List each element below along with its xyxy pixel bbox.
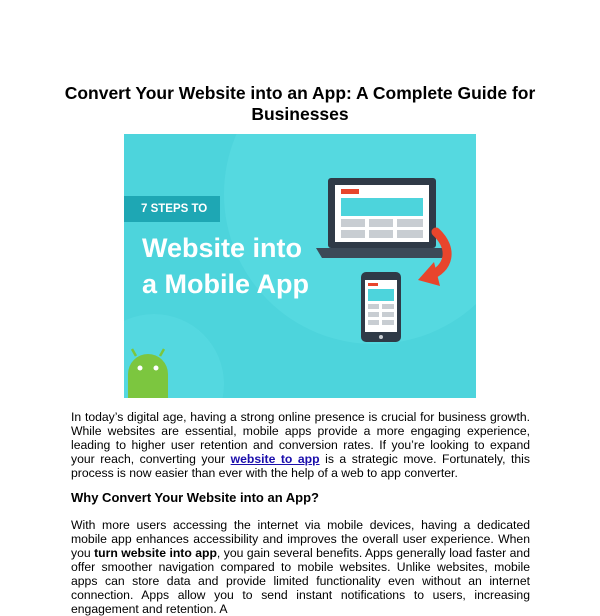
- intro-text-start: In today’s digital age, having a strong online presence is crucial for business growth. While websites are essential, mobile apps provide a more engaging experience, leading to higher user retention and conversion rates. If you’re looking to expand your reach, converting your: [71, 410, 530, 466]
- section-heading: Why Convert Your Website into an App?: [71, 490, 319, 505]
- section-bold-phrase: turn website into app: [94, 546, 217, 560]
- section-text-end: , you gain several benefits. Apps generally load faster and offer smoother navigation compared to mobile websites. Unlike websites, mobile apps can store data and provide limited functionality even without an internet connection. Apps allow you to send instant notifications to users, increasing engagement and retention. A: [71, 546, 530, 616]
- section-paragraph: [71, 518, 530, 616]
- banner-headline-line-2: a Mobile App: [142, 269, 309, 299]
- hero-banner: [124, 134, 476, 398]
- banner-headline: [142, 230, 362, 302]
- banner-tag: 7 STEPS TO: [124, 196, 220, 222]
- banner-headline-line-1: Website into: [142, 233, 303, 263]
- page-title: Convert Your Website into an App: A Complete Guide for Businesses: [64, 83, 536, 124]
- section-text-start: With more users accessing the internet via mobile devices, having a dedicated mobile app enhances accessibility and improves the overall user experience. When you: [71, 518, 530, 560]
- phone-icon: [361, 272, 401, 342]
- intro-paragraph: [71, 410, 530, 480]
- intro-text-end: is a strategic move. Fortunately, this process is now easier than ever with the help of a web to app converter.: [71, 452, 530, 480]
- website-to-app-link[interactable]: website to app: [230, 452, 320, 466]
